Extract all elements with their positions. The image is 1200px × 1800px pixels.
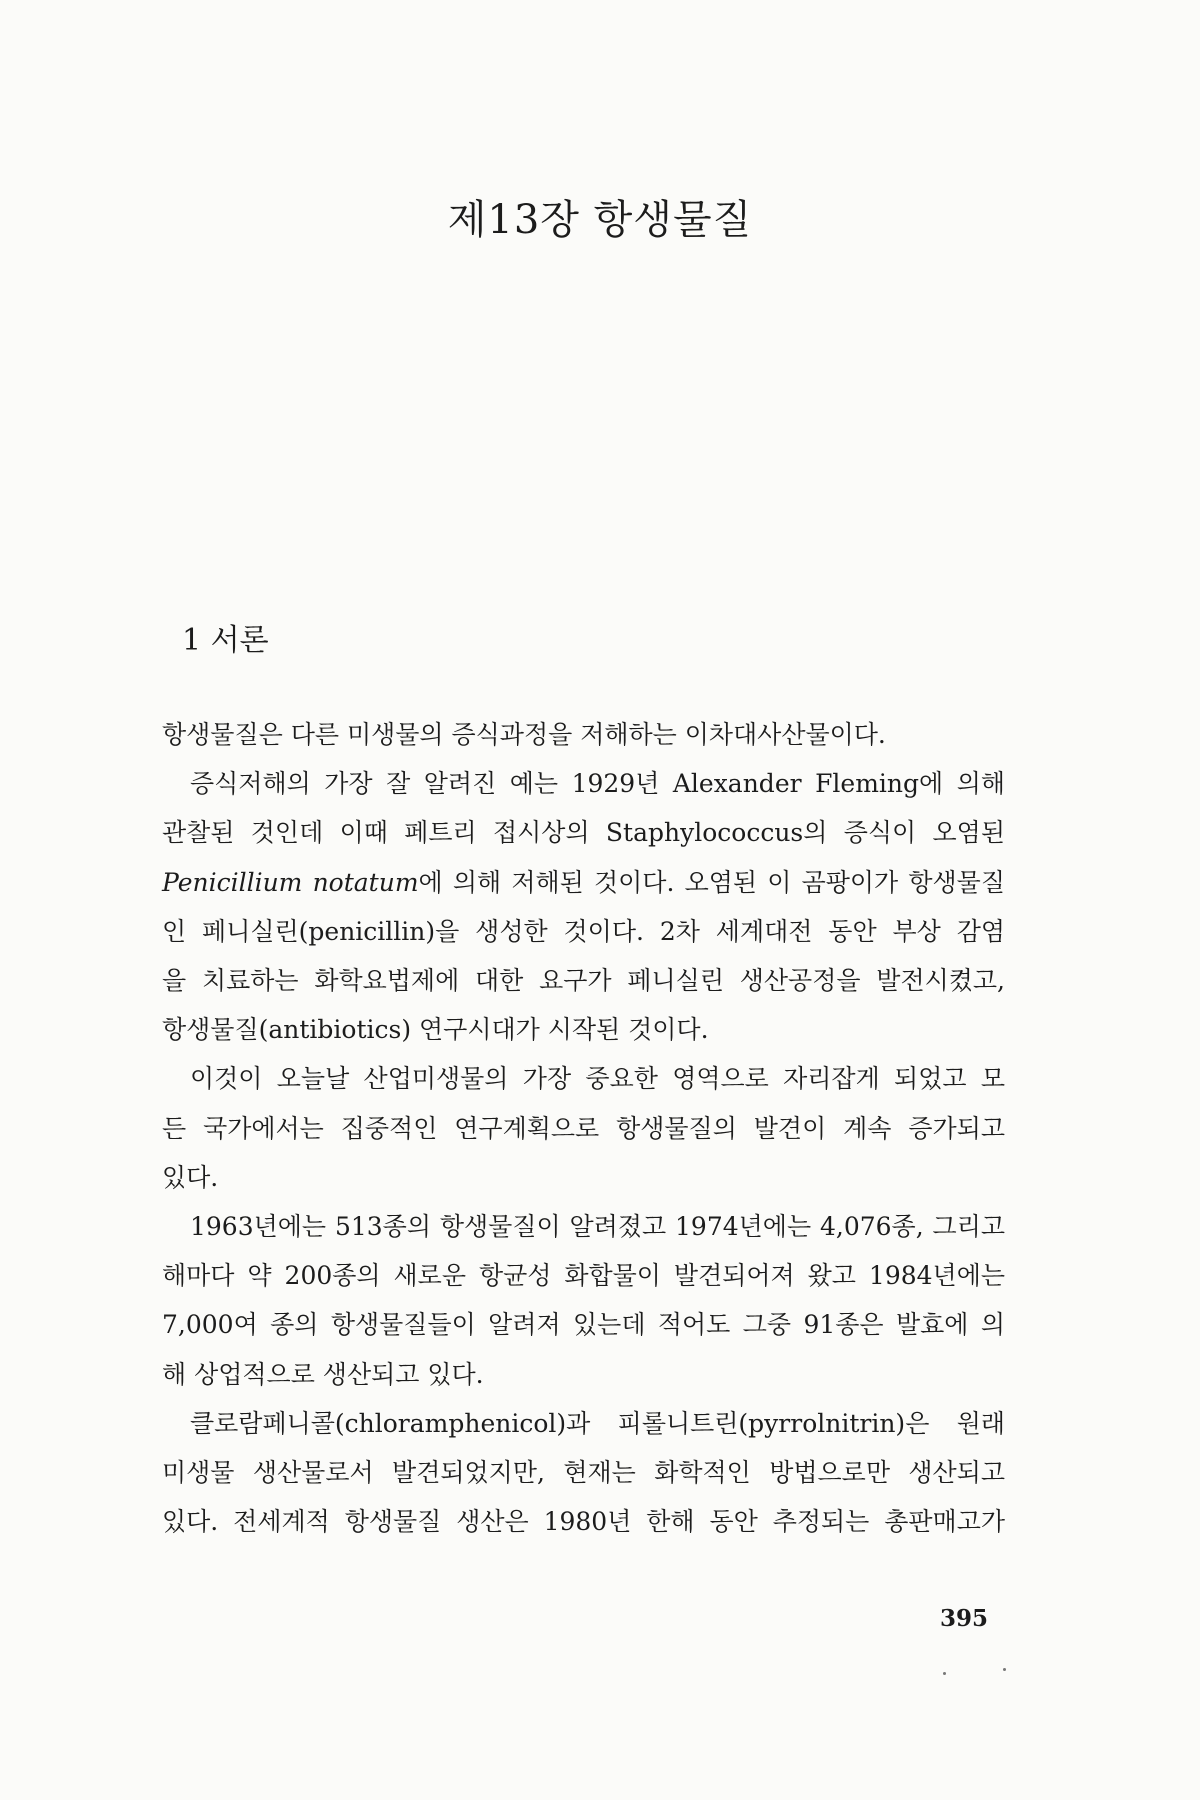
text-line: 클로람페니콜(chloramphenicol)과 피롤니트린(pyrrolnitrin)은 원래 [190, 1408, 1005, 1438]
text-line: 증식저해의 가장 잘 알려진 예는 1929년 Alexander Fleming에 의해 [190, 769, 1005, 799]
text-line: 1963년에는 513종의 항생물질이 알려졌고 1974년에는 4,076종, 그리고 [190, 1212, 1005, 1242]
page-number: 395 [940, 1605, 989, 1632]
text-line: 든 국가에서는 집중적인 연구계획으로 항생물질의 발견이 계속 증가되고 [162, 1113, 1005, 1143]
text-line: 미생물 생산물로서 발견되었지만, 현재는 화학적인 방법으로만 생산되고 [162, 1458, 1005, 1488]
chapter-title: 제13장 항생물질 [447, 197, 753, 243]
body-text [162, 710, 1005, 1546]
text-line: 인 페니실린(penicillin)을 생성한 것이다. 2차 세계대전 동안 부상 감염 [162, 916, 1005, 946]
section-heading: 1 서론 [182, 623, 269, 658]
text-line: 있다. [162, 1162, 219, 1192]
text-line: 해마다 약 200종의 새로운 항균성 화합물이 발견되어져 왔고 1984년에는 [162, 1261, 1005, 1291]
scan-speck [943, 1672, 946, 1675]
text-line-continuation: 에 의해 저해된 것이다. 오염된 이 곰팡이가 항생물질 [418, 867, 1005, 897]
text-line: 이것이 오늘날 산업미생물의 가장 중요한 영역으로 자리잡게 되었고 모 [190, 1064, 1005, 1094]
text-line: 을 치료하는 화학요법제에 대한 요구가 페니실린 생산공정을 발전시켰고, [162, 966, 1005, 996]
text-line: 해 상업적으로 생산되고 있다. [162, 1359, 484, 1389]
text-line: 있다. 전세계적 항생물질 생산은 1980년 한해 동안 추정되는 총판매고가 [162, 1507, 1005, 1537]
text-line: 항생물질은 다른 미생물의 증식과정을 저해하는 이차대사산물이다. [162, 720, 886, 749]
text-line: 관찰된 것인데 이때 페트리 접시상의 Staphylococcus의 증식이 오염된 [162, 818, 1005, 848]
text-line: 항생물질(antibiotics) 연구시대가 시작된 것이다. [162, 1015, 709, 1045]
text-line [162, 858, 1005, 907]
species-name: Penicillium notatum [162, 867, 419, 897]
scan-speck [1003, 1668, 1006, 1671]
text-line: 7,000여 종의 항생물질들이 알려져 있는데 적어도 그중 91종은 발효에 의 [162, 1310, 1005, 1340]
